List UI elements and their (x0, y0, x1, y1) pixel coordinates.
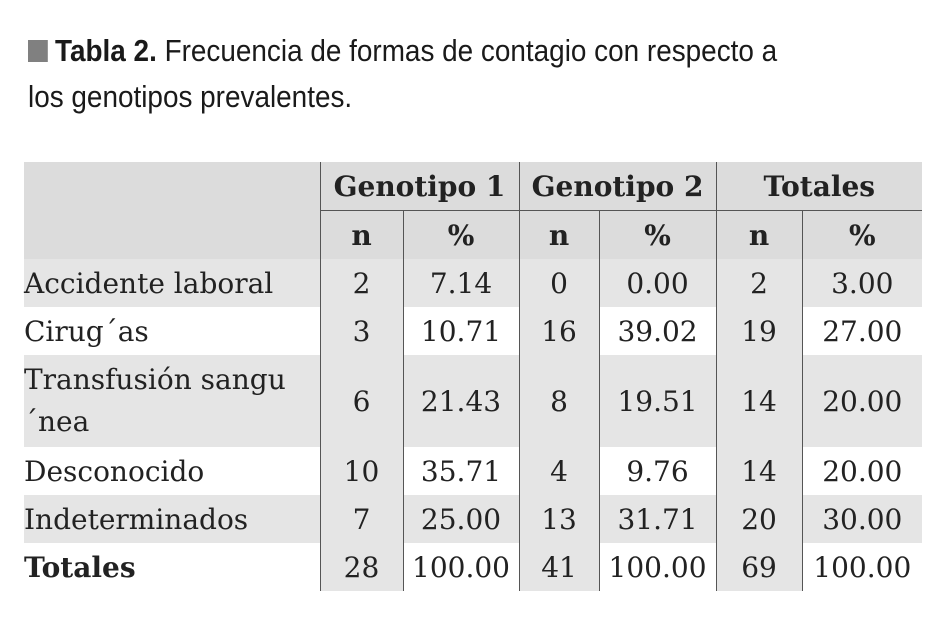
cell: 100.00 (599, 543, 716, 591)
cell: 8 (519, 355, 599, 447)
row-label: Cirug´as (24, 307, 320, 355)
caption-label: Tabla 2. (55, 33, 157, 68)
cell: 30.00 (802, 495, 922, 543)
cell: 31.71 (599, 495, 716, 543)
cell: 35.71 (403, 447, 519, 495)
table-row (24, 307, 922, 355)
genotype-frequency-table (24, 162, 922, 591)
cell: 100.00 (403, 543, 519, 591)
row-label-totales: Totales (24, 543, 320, 591)
row-label: Indeterminados (24, 495, 320, 543)
cell: 10 (320, 447, 403, 495)
cell: 7 (320, 495, 403, 543)
cell: 10.71 (403, 307, 519, 355)
cell: 0 (519, 259, 599, 307)
cell: 20.00 (802, 447, 922, 495)
cell: 20.00 (802, 355, 922, 447)
caption-text: Frecuencia de formas de contagio con respecto a los genotipos prevalentes. (28, 33, 778, 114)
cell: 2 (320, 259, 403, 307)
cell: 14 (716, 447, 802, 495)
cell: 100.00 (802, 543, 922, 591)
cell: 7.14 (403, 259, 519, 307)
subheader-percent: % (403, 211, 519, 260)
cell: 25.00 (403, 495, 519, 543)
cell: 9.76 (599, 447, 716, 495)
subheader-percent: % (802, 211, 922, 260)
table-row (24, 495, 922, 543)
header-group-row (24, 162, 922, 211)
row-label: Accidente laboral (24, 259, 320, 307)
subheader-n: n (519, 211, 599, 260)
cell: 19 (716, 307, 802, 355)
cell: 41 (519, 543, 599, 591)
row-label: Transfusión sangu´nea (24, 355, 320, 447)
subheader-n: n (320, 211, 403, 260)
cell: 14 (716, 355, 802, 447)
square-bullet-icon (28, 40, 48, 62)
cell: 39.02 (599, 307, 716, 355)
cell: 2 (716, 259, 802, 307)
subheader-n: n (716, 211, 802, 260)
cell: 3.00 (802, 259, 922, 307)
header-totales: Totales (716, 162, 922, 211)
header-corner (24, 162, 320, 259)
cell: 27.00 (802, 307, 922, 355)
cell: 16 (519, 307, 599, 355)
cell: 4 (519, 447, 599, 495)
table-caption (28, 28, 820, 120)
table-row (24, 259, 922, 307)
cell: 6 (320, 355, 403, 447)
table-row (24, 355, 922, 447)
cell: 13 (519, 495, 599, 543)
cell: 21.43 (403, 355, 519, 447)
header-genotipo-1: Genotipo 1 (320, 162, 519, 211)
header-genotipo-2: Genotipo 2 (519, 162, 716, 211)
cell: 19.51 (599, 355, 716, 447)
cell: 0.00 (599, 259, 716, 307)
cell: 3 (320, 307, 403, 355)
subheader-percent: % (599, 211, 716, 260)
totals-row (24, 543, 922, 591)
cell: 20 (716, 495, 802, 543)
cell: 28 (320, 543, 403, 591)
cell: 69 (716, 543, 802, 591)
row-label: Desconocido (24, 447, 320, 495)
table-row (24, 447, 922, 495)
